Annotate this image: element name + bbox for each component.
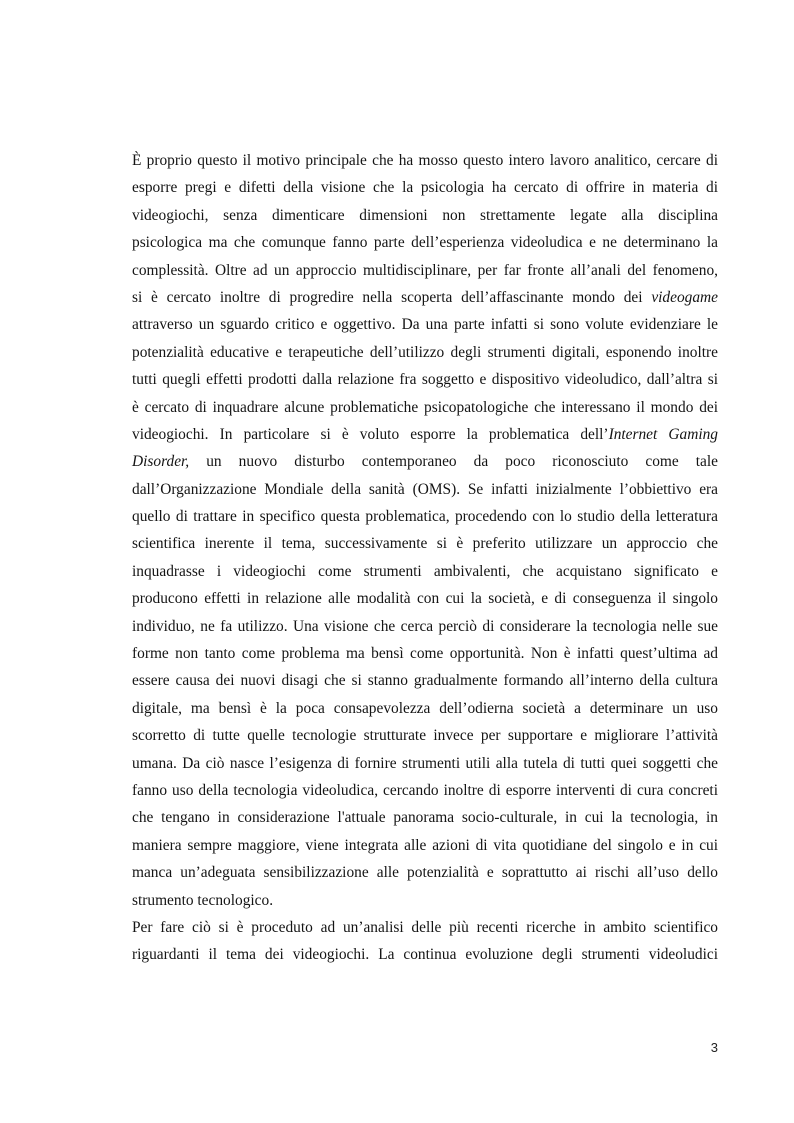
text-line [132,448,718,475]
text-line [132,421,718,448]
text-line [132,366,718,393]
text-span: videogiochi. In particolare si è voluto esporre la problematica dell’ [132,425,609,443]
text-line [132,257,718,284]
text-span: videogiochi, senza dimenticare dimensioni non strettamente legate alla disciplina [132,206,718,224]
text-span: È proprio questo il motivo principale che ha mosso questo intero lavoro analitico, cercare di [132,152,718,169]
text-line [132,476,718,503]
text-span: scientifica inerente il tema, successivamente si è preferito utilizzare un approccio che [132,535,718,553]
text-span: quello di trattare in specifico questa problematica, procedendo con lo studio della letteratura [132,508,718,526]
text-line [132,667,718,694]
text-span: tutti quegli effetti prodotti dalla relazione fra soggetto e dispositivo videoludico, dall’altra si [132,371,718,389]
text-span: digitale, ma bensì è la poca consapevolezza dell’odierna società a determinare un uso [132,699,718,717]
text-span: producono effetti in relazione alle modalità con cui la società, e di conseguenza il singolo [132,590,718,608]
text-span: che tengano in considerazione l'attuale panorama socio-culturale, in cui la tecnologia, in [132,809,718,827]
text-line [132,202,718,229]
text-span: scorretto di tutte quelle tecnologie strutturate invece per supportare e migliorare l’attività [132,727,718,745]
text-line [132,147,718,174]
text-line [132,777,718,804]
text-line [132,284,718,311]
text-span: un nuovo disturbo contemporaneo da poco riconosciuto come tale [189,453,718,471]
text-span: psicologica ma che comunque fanno parte dell’esperienza videoludica e ne determinano la [132,234,718,252]
text-line [132,530,718,557]
text-span: complessità. Oltre ad un approccio multidisciplinare, per far fronte all’anali del fenomeno, [132,261,718,279]
text-span: strumento tecnologico. [132,891,274,909]
text-span: Per fare ciò si è proceduto ad un’analisi delle più recenti ricerche in ambito scientifico [132,918,718,936]
text-line [132,613,718,640]
text-span: maniera sempre maggiore, viene integrata alle azioni di vita quotidiane del singolo e in cui [132,836,718,854]
text-line [132,941,718,968]
text-span: individuo, ne fa utilizzo. Una visione che cerca perciò di considerare la tecnologia nelle sue [132,617,718,635]
body-text [132,147,718,969]
italic-text: Disorder, [132,453,190,471]
italic-text: Internet Gaming [608,425,718,443]
text-line [132,804,718,831]
text-span: umana. Da ciò nasce l’esigenza di fornire strumenti utili alla tutela di tutti quei soggetti che [132,754,718,772]
text-line [132,503,718,530]
page-number: 3 [710,1040,718,1055]
text-line [132,859,718,886]
text-line [132,558,718,585]
text-line [132,174,718,201]
text-span: inquadrasse i videogiochi come strumenti ambivalenti, che acquistano significato e [132,562,718,580]
text-span: si è cercato inoltre di progredire nella scoperta dell’affascinante mondo dei [132,288,652,306]
text-span: potenzialità educative e terapeutiche dell’utilizzo degli strumenti digitali, esponendo inoltre [132,343,718,361]
text-line [132,339,718,366]
text-span: dall’Organizzazione Mondiale della sanità (OMS). Se infatti inizialmente l’obbiettivo era [132,480,718,498]
text-span: forme non tanto come problema ma bensì come opportunità. Non è infatti quest’ultima ad [132,645,718,663]
text-line [132,695,718,722]
text-line [132,887,718,914]
text-line [132,229,718,256]
text-span: fanno uso della tecnologia videoludica, cercando inoltre di esporre interventi di cura concreti [132,781,718,799]
text-span: attraverso un sguardo critico e oggettivo. Da una parte infatti si sono volute evidenziare le [132,316,718,334]
text-line [132,750,718,777]
text-line [132,722,718,749]
text-span: essere causa dei nuovi disagi che si stanno gradualmente formando all’interno della cultura [132,672,718,690]
text-line [132,832,718,859]
text-line [132,640,718,667]
text-span: riguardanti il tema dei videogiochi. La continua evoluzione degli strumenti videoludici [132,946,718,964]
italic-text: videogame [651,288,718,306]
text-line [132,311,718,338]
text-span: esporre pregi e difetti della visione che la psicologia ha cercato di offrire in materia di [132,179,718,197]
text-span: manca un’adeguata sensibilizzazione alle potenzialità e soprattutto ai rischi all’uso dello [132,864,718,882]
text-span: è cercato di inquadrare alcune problematiche psicopatologiche che interessano il mondo dei [132,398,718,416]
text-line [132,914,718,941]
text-line [132,585,718,612]
text-line [132,394,718,421]
